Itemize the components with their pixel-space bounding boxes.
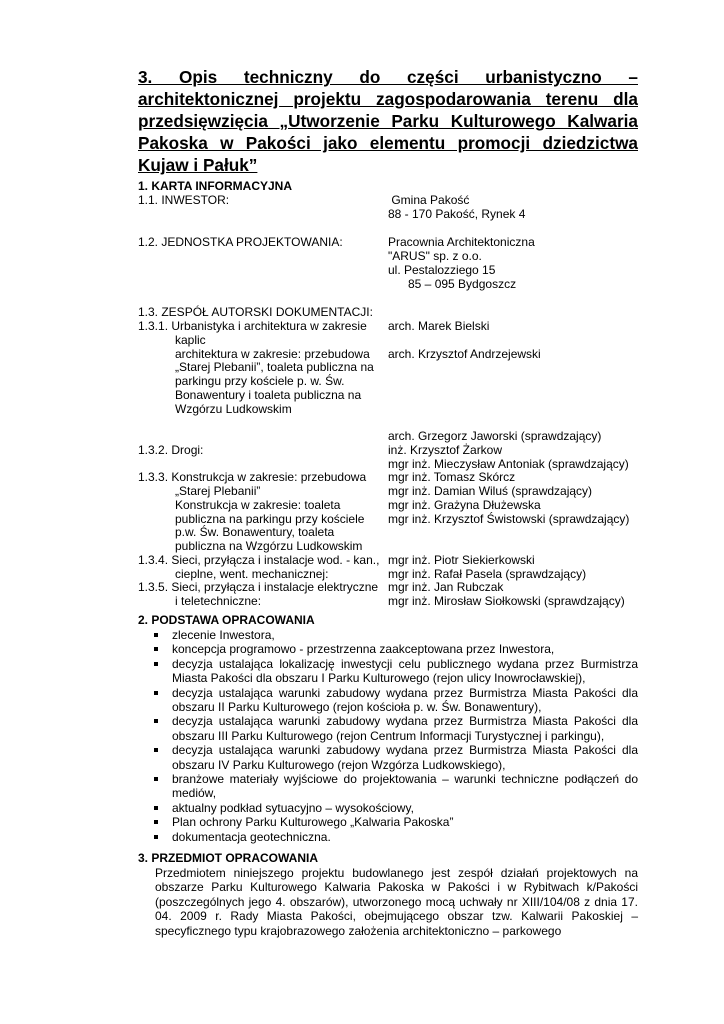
- podstawa-list-item: [150, 628, 638, 642]
- bullet-icon: [154, 777, 158, 781]
- jednostka-value-line: "ARUS" sp. z o.o.: [388, 249, 482, 263]
- bullet-icon: [154, 820, 158, 824]
- bullet-icon: [154, 719, 158, 723]
- bullet-icon: [154, 806, 158, 810]
- team-row-label: 1.3.4. Sieci, przyłącza i instalacje wod. - kan.,: [138, 552, 380, 567]
- team-row-person: mgr inż. Mirosław Siołkowski (sprawdzający): [388, 594, 625, 608]
- team-row-label: 1.3.2. Drogi:: [138, 442, 204, 457]
- inwestor-value-line: 88 - 170 Pakość, Rynek 4: [388, 207, 526, 221]
- bullet-icon: [154, 662, 158, 666]
- jednostka-value-line: Pracownia Architektoniczna: [388, 235, 535, 249]
- bullet-icon: [154, 633, 158, 637]
- podstawa-list-item: [150, 743, 638, 772]
- jednostka-label: 1.2. JEDNOSTKA PROJEKTOWANIA:: [138, 235, 343, 249]
- przedmiot-paragraph: Przedmiotem niniejszego projektu budowlanego jest zespół działań projektowych na obszarze Parku Kulturowego Kalwaria Pakoska w Pakości i w Rybitwach k/Pakości (poszczególnych jego 4. obszarów), utworzonego mocą uchwały nr XIII/104/08 z dnia 17. 04. 2009 r. Rady Miasta Pakości, obejmującego obszar tzw. Kalwarii Pakoskiej – specyficznego typu krajobrazowego założenia architektoniczno – parkowego: [155, 866, 638, 938]
- title-line: przedsięwzięcia „Utworzenie Parku Kulturowego Kalwaria: [138, 111, 638, 131]
- jednostka-value-line: 85 – 095 Bydgoszcz: [408, 277, 517, 291]
- team-row-label: publiczna na Wzgórzu Ludkowskim: [175, 539, 363, 553]
- section-heading-przedmiot: 3. PRZEDMIOT OPRACOWANIA: [138, 851, 319, 865]
- team-row-person: mgr inż. Tomasz Skórcz: [388, 470, 516, 485]
- team-row-person: mgr inż. Rafał Pasela (sprawdzający): [388, 566, 587, 581]
- bullet-icon: [154, 748, 158, 752]
- team-row-label: architektura w zakresie: przebudowa: [175, 346, 370, 361]
- team-row-label: parkingu przy kościele p. w. Św.: [175, 374, 345, 388]
- podstawa-item-text: aktualny podkład sytuacyjno – wysokościowy,: [172, 800, 414, 815]
- team-row-label: Bonawentury i toaleta publiczna na: [175, 387, 362, 402]
- team-row-label: publiczna na parkingu przy kościele: [175, 511, 365, 526]
- inwestor-value-line: Gmina Pakość: [388, 193, 470, 207]
- title-line: Kujaw i Pałuk”: [138, 155, 258, 175]
- team-row-label: p.w. Św. Bonawentury, toaleta: [175, 525, 335, 540]
- team-row-person: mgr inż. Grażyna Dłużewska: [388, 497, 541, 512]
- team-row-person: mgr inż. Jan Rubczak: [388, 580, 504, 595]
- team-row-person: mgr inż. Piotr Siekierkowski: [388, 552, 535, 567]
- podstawa-item-text: dokumentacja geotechniczna.: [172, 829, 331, 844]
- team-row-label: Wzgórzu Ludkowskim: [175, 401, 292, 416]
- podstawa-item-text: Plan ochrony Parku Kulturowego „Kalwaria Pakoska”: [172, 815, 454, 830]
- podstawa-item-text: decyzja ustalająca warunki zabudowy wydana przez Burmistrza Miasta Pakości dla obszaru IV Parku Kulturowego (rejon Wzgórza Ludkowskiego),: [172, 743, 638, 772]
- section-heading-podstawa: 2. PODSTAWA OPRACOWANIA: [138, 613, 315, 627]
- team-row-label: 1.3.5. Sieci, przyłącza i instalacje elektryczne: [138, 580, 379, 595]
- team-row-person: mgr inż. Damian Wiluś (sprawdzający): [388, 484, 593, 498]
- team-row-person: mgr inż. Mieczysław Antoniak (sprawdzający): [388, 456, 629, 471]
- bullet-icon: [154, 835, 158, 839]
- podstawa-list-item: [150, 657, 638, 686]
- inwestor-label: 1.1. INWESTOR:: [138, 193, 230, 207]
- podstawa-list-item: [150, 772, 638, 801]
- team-row-person: arch. Marek Bielski: [388, 319, 490, 333]
- team-row-label: kaplic: [175, 332, 206, 347]
- title-line: Pakoska w Pakości jako elementu promocji dziedzictwa: [138, 133, 638, 153]
- zespol-label: 1.3. ZESPÓŁ AUTORSKI DOKUMENTACJI:: [138, 305, 373, 319]
- title-line: architektonicznej projektu zagospodarowania terenu dla: [138, 89, 638, 109]
- team-row-label: 1.3.3. Konstrukcja w zakresie: przebudowa: [138, 470, 367, 485]
- team-row-label: 1.3.1. Urbanistyka i architektura w zakresie: [138, 319, 367, 333]
- podstawa-list-item: [150, 830, 638, 844]
- team-row-label: i teletechniczne:: [175, 594, 262, 608]
- team-row-label: cieplne, went. mechanicznej:: [175, 566, 329, 581]
- team-row-label: Konstrukcja w zakresie: toaleta: [175, 497, 341, 512]
- podstawa-item-text: branżowe materiały wyjściowe do projektowania – warunki techniczne podłączeń do mediów,: [172, 772, 638, 801]
- team-row-label: „Starej Plebanii”, toaleta publiczna na: [175, 360, 374, 375]
- title-line: 3. Opis techniczny do części urbanistyczno –: [138, 67, 638, 87]
- team-row-person: mgr inż. Krzysztof Świstowski (sprawdzający): [388, 511, 630, 526]
- jednostka-value-line: ul. Pestalozziego 15: [388, 263, 496, 277]
- bullet-icon: [154, 691, 158, 695]
- podstawa-item-text: zlecenie Inwestora,: [172, 628, 275, 642]
- document-title: [138, 66, 638, 176]
- bullet-icon: [154, 647, 158, 651]
- podstawa-list-item: [150, 801, 638, 815]
- podstawa-item-text: decyzja ustalająca warunki zabudowy wydana przez Burmistrza Miasta Pakości dla obszaru II Parku Kulturowego (rejon kościoła p. w. Św. Bonawentury),: [172, 685, 638, 715]
- team-row-person: arch. Grzegorz Jaworski (sprawdzający): [388, 429, 602, 443]
- section-heading-karta: 1. KARTA INFORMACYJNA: [138, 179, 293, 193]
- team-row-label: „Starej Plebanii”: [175, 484, 261, 498]
- podstawa-list: [150, 628, 638, 844]
- podstawa-item-text: koncepcja programowo - przestrzenna zaakceptowana przez Inwestora,: [172, 642, 555, 657]
- team-row-person: arch. Krzysztof Andrzejewski: [388, 346, 541, 361]
- podstawa-list-item: [150, 714, 638, 743]
- podstawa-list-item: [150, 815, 638, 829]
- podstawa-item-text: decyzja ustalająca warunki zabudowy wydana przez Burmistrza Miasta Pakości dla obszaru III Parku Kulturowego (rejon Centrum Informacji Turystycznej i parkingu),: [172, 714, 638, 743]
- podstawa-item-text: decyzja ustalająca lokalizację inwestycji celu publicznego wydana przez Burmistrza Miasta Pakości dla obszaru I Parku Kulturowego (rejon ulicy Inowrocławskiej),: [172, 656, 638, 686]
- podstawa-list-item: [150, 686, 638, 715]
- podstawa-list-item: [150, 642, 638, 656]
- team-row-person: inż. Krzysztof Żarkow: [388, 442, 503, 457]
